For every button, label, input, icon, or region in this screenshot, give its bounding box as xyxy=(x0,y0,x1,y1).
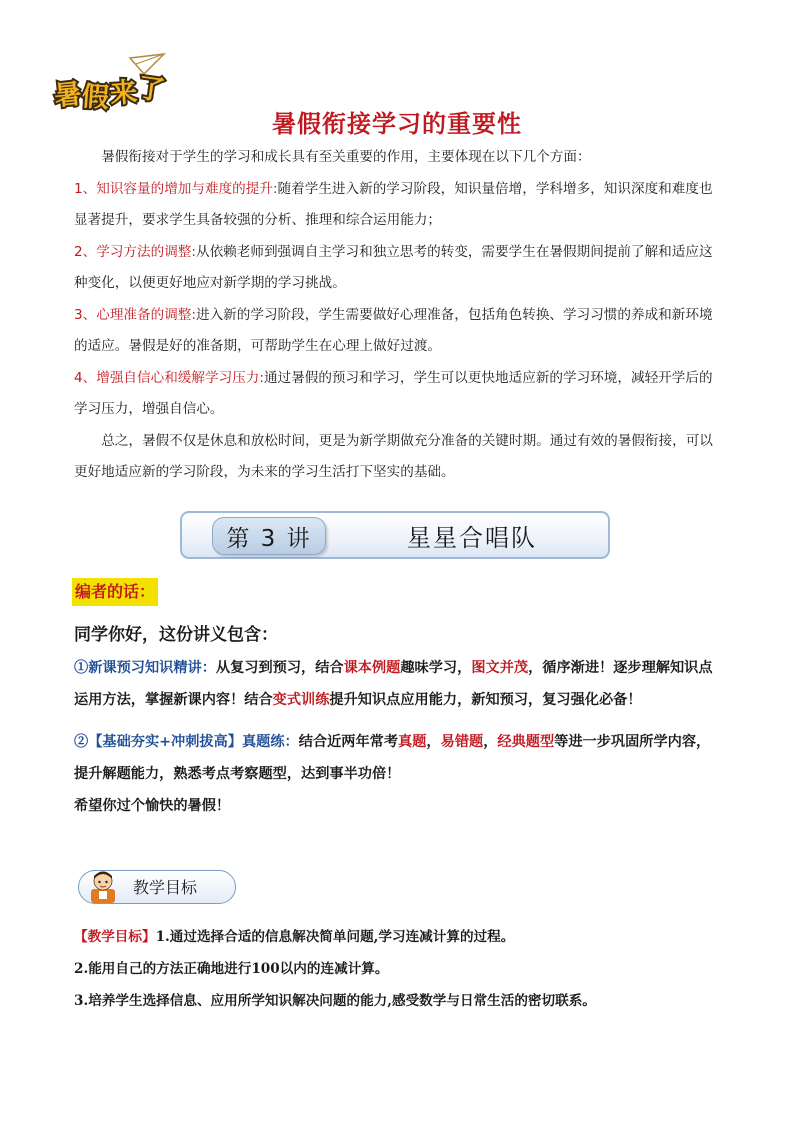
svg-text:了: 了 xyxy=(135,72,167,107)
point-text: 从依赖老师到强调自主学习和独立思考的转变，需要学生在暑假期间提前了解和适应这种变化，以便更好地应对新学期的学习挑战。 xyxy=(74,243,713,291)
objectives-tag: 【教学目标】 xyxy=(74,929,156,945)
lecture-banner xyxy=(180,511,610,559)
editor-item-2 xyxy=(74,726,724,790)
point-text: 进入新的学习阶段，学生需要做好心理准备，包括角色转换、学习习惯的养成和新环境的适应。暑假是好的准备期，可帮助学生在心理上做好过渡。 xyxy=(74,306,713,354)
lecture-topic: 星星合唱队 xyxy=(407,523,537,552)
point-2 xyxy=(74,237,724,300)
item-text: 结合近两年常考 xyxy=(298,734,399,750)
point-heading: 3、心理准备的调整: xyxy=(74,306,196,323)
point-3 xyxy=(74,300,724,363)
editor-closing: 希望你过个愉快的暑假！ xyxy=(74,798,231,814)
point-text: 随着学生进入新的学习阶段，知识量倍增，学科增多，知识深度和难度也显著提升，要求学生具备较强的分析、推理和综合运用能力； xyxy=(74,180,713,228)
point-heading: 1、知识容量的增加与难度的提升: xyxy=(74,180,278,197)
svg-text:暑: 暑 xyxy=(52,78,83,113)
item-highlight: 变式训练 xyxy=(272,692,330,708)
item-text: ， xyxy=(426,734,441,750)
objectives-list xyxy=(74,921,734,1017)
point-4 xyxy=(74,363,724,426)
item-highlight: 图文并茂 xyxy=(471,660,529,676)
item-highlight: 易错题 xyxy=(440,734,484,750)
editor-item-1 xyxy=(74,652,724,716)
editor-body xyxy=(74,652,724,822)
objectives-title: 教学目标 xyxy=(133,878,198,897)
objective-text: 1.通过选择合适的信息解决简单问题,学习连减计算的过程。 xyxy=(155,929,515,945)
objectives-header xyxy=(78,870,236,904)
point-heading: 2、学习方法的调整: xyxy=(74,243,196,260)
item-text: 等进一步巩固所学内容，提升解题能力，熟悉考点考察题型，达到事半功倍！ xyxy=(74,734,711,782)
point-heading: 4、增强自信心和缓解学习压力: xyxy=(74,369,264,386)
svg-text:假: 假 xyxy=(80,81,110,115)
editor-label: 编者的话： xyxy=(72,578,158,606)
item-highlight: 真题 xyxy=(398,734,427,750)
item-lead: ①新课预习知识精讲： xyxy=(74,660,216,676)
teacher-icon xyxy=(85,867,121,905)
intro-section xyxy=(74,142,724,489)
objective-item: 3.培养学生选择信息、应用所学知识解决问题的能力,感受数学与日常生活的密切联系。 xyxy=(74,993,596,1009)
item-highlight: 经典题型 xyxy=(497,734,555,750)
item-text: ， xyxy=(483,734,498,750)
intro-conclusion: 总之，暑假不仅是休息和放松时间，更是为新学期做充分准备的关键时期。通过有效的暑假衔接，可以更好地适应新的学习阶段，为未来的学习生活打下坚实的基础。 xyxy=(74,432,713,480)
svg-text:来: 来 xyxy=(109,76,139,110)
editor-greeting: 同学你好，这份讲义包含： xyxy=(74,625,278,645)
item-text: ，循序渐进！逐步理解知识点运用方法，掌握新课内容！结合 xyxy=(74,660,713,708)
item-text: 从复习到预习，结合 xyxy=(215,660,344,676)
objective-item xyxy=(74,921,734,953)
lecture-number: 第 3 讲 xyxy=(212,517,326,555)
point-text: 通过暑假的预习和学习，学生可以更快地适应新的学习环境，减轻开学后的学习压力，增强自信心。 xyxy=(74,369,713,417)
spacer xyxy=(74,716,724,726)
item-lead: ②【基础夯实+冲刺拔高】真题练： xyxy=(74,734,299,750)
intro-lead: 暑假衔接对于学生的学习和成长具有至关重要的作用，主要体现在以下几个方面： xyxy=(101,149,591,165)
point-1 xyxy=(74,174,724,237)
item-highlight: 课本例题 xyxy=(343,660,401,676)
item-text: 提升知识点应用能力，新知预习，复习强化必备！ xyxy=(329,692,642,708)
item-text: 趣味学习， xyxy=(400,660,472,676)
page-title: 暑假衔接学习的重要性 xyxy=(272,110,522,138)
objective-item: 2.能用自己的方法正确地进行100以内的连减计算。 xyxy=(74,961,389,977)
